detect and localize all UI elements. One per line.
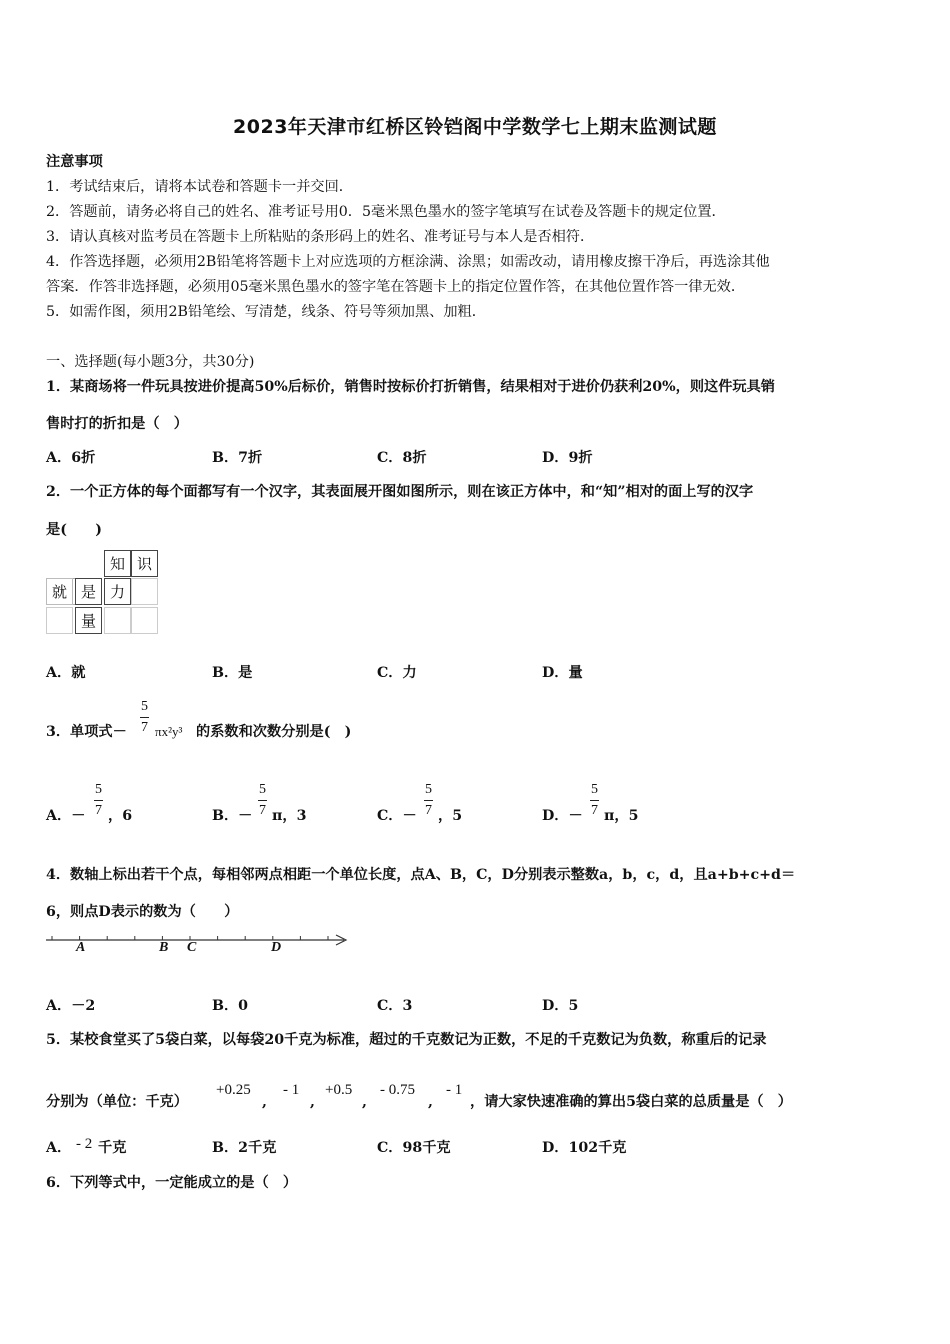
q3-option-c-rest: ，5 [438,808,463,824]
section-heading: 一、选择题(每小题3分，共30分) [46,354,255,370]
q6-stem: 6．下列等式中，一定能成立的是（ ） [46,1175,298,1191]
fraction-bar [94,800,103,801]
q5-separator: , [262,1094,267,1110]
net-cell-blank [131,607,158,634]
fraction-numerator: 5 [95,782,102,797]
q4-option-b: B．0 [212,998,249,1014]
notice-item: 3．请认真核对监考员在答题卡上所粘贴的条形码上的姓名、准考证号与本人是否相符． [46,229,595,245]
page-title: 2023年天津市红桥区铃铛阁中学数学七上期末监测试题 [233,116,717,138]
fraction-denominator: 7 [591,803,598,818]
q5-option-b: B．2千克 [212,1140,277,1156]
notice-item: 5．如需作图，须用2B铅笔绘、写清楚，线条、符号等须加黑、加粗． [46,304,486,320]
point-label-b: B [159,940,169,955]
q5-option-a-value: - 2 [76,1136,93,1152]
fraction-denominator: 7 [95,803,102,818]
net-cell: 力 [104,578,131,605]
q3-fraction [140,699,149,736]
net-cell-blank [104,607,131,634]
point-label-c: C [187,940,197,955]
q1-option-b: B．7折 [212,450,263,466]
q3-option-a-fraction [94,782,103,819]
q3-option-d-label: D．－ [542,808,583,824]
q3-option-c-fraction [424,782,433,819]
fraction-bar [258,800,267,801]
q3-option-b-label: B．－ [212,808,253,824]
q1-option-d: D．9折 [542,450,593,466]
q5-option-a-label: A． [46,1140,72,1156]
fraction-bar [590,800,599,801]
q2-option-d: D．量 [542,665,583,681]
q3-option-a-label: A．－ [46,808,86,824]
q2-option-a: A．就 [46,665,86,681]
point-label-a: A [76,940,86,955]
q2-stem-line1: 2．一个正方体的每个面都写有一个汉字，其表面展开图如图所示，则在该正方体中，和“知”相对的面上写的汉字 [46,484,754,500]
q3-prefix: 3．单项式－ [46,724,127,740]
fraction-denominator: 7 [259,803,266,818]
net-cell: 是 [75,578,102,605]
q1-stem-line2: 售时打的折扣是（ ） [46,416,188,432]
q5-value: - 1 [446,1082,463,1098]
q5-stem-line1: 5．某校食堂买了5袋白菜，以每袋20千克为标准，超过的千克数记为正数，不足的千克数记为负数，称重后的记录 [46,1032,767,1048]
fraction-numerator: 5 [259,782,266,797]
notice-heading: 注意事项 [46,154,103,170]
q1-stem-line1: 1．某商场将一件玩具按进价提高50%后标价，销售时按标价打折销售，结果相对于进价仍获利20%，则这件玩具销 [46,379,775,395]
q3-suffix: 的系数和次数分别是( ) [196,724,352,740]
q3-option-a-rest: ，6 [108,808,133,824]
q5-stem-line2-prefix: 分别为（单位：千克） [46,1094,188,1110]
q5-value: - 1 [283,1082,300,1098]
net-cell: 量 [75,607,102,634]
q4-option-c: C．3 [377,998,413,1014]
q3-option-d-fraction [590,782,599,819]
q5-separator: , [428,1094,433,1110]
net-cell: 知 [104,550,131,577]
q4-option-a: A．－2 [46,998,96,1014]
q2-stem-line2: 是( ) [46,522,102,538]
fraction-bar [140,717,149,718]
q5-value: - 0.75 [380,1082,415,1098]
notice-item: 1．考试结束后，请将本试卷和答题卡一并交回． [46,179,353,195]
net-cell-blank [131,578,158,605]
q5-value: +0.5 [325,1082,353,1098]
q5-separator: , [362,1094,367,1110]
net-cell: 识 [131,550,158,577]
fraction-numerator: 5 [591,782,598,797]
q5-option-d: D．102千克 [542,1140,627,1156]
number-line-figure [44,930,354,962]
notice-item: 4．作答选择题，必须用2B铅笔将答题卡上对应选项的方框涂满、涂黑；如需改动，请用橡皮擦干净后，再选涂其他 [46,254,770,270]
net-cell-blank [46,607,73,634]
notice-item: 2．答题前，请务必将自己的姓名、准考证号用0．5毫米黑色墨水的签字笔填写在试卷及答题卡的规定位置． [46,204,726,220]
q4-stem-line2: 6，则点D表示的数为（ ） [46,904,239,920]
q5-stem-line2-suffix: ，请大家快速准确的算出5袋白菜的总质量是（ ） [470,1094,792,1110]
fraction-bar [424,800,433,801]
notice-item: 答案．作答非选择题，必须用05毫米黑色墨水的签字笔在答题卡上的指定位置作答，在其他位置作答一律无效． [46,279,746,295]
q2-option-c: C．力 [377,665,417,681]
fraction-denominator: 7 [425,803,432,818]
net-cell: 就 [46,578,73,605]
q5-option-a-unit: 千克 [98,1140,127,1156]
fraction-numerator: 5 [425,782,432,797]
cube-net-figure [46,550,166,642]
q1-option-a: A．6折 [46,450,96,466]
q3-option-c-label: C．－ [377,808,417,824]
q4-stem-line1: 4．数轴上标出若干个点，每相邻两点相距一个单位长度，点A、B，C，D分别表示整数a，b，c，d，且a+b+c+d＝ [46,867,796,883]
q5-option-c: C．98千克 [377,1140,451,1156]
q3-option-d-rest: π，5 [604,808,639,824]
fraction-numerator: 5 [141,699,148,714]
q5-separator: , [310,1094,315,1110]
point-label-d: D [271,940,282,955]
q1-option-c: C．8折 [377,450,427,466]
q3-option-b-fraction [258,782,267,819]
q4-option-d: D．5 [542,998,579,1014]
q2-option-b: B．是 [212,665,253,681]
q3-expression: πx²y³ [155,724,183,739]
q5-value: +0.25 [216,1082,251,1098]
fraction-denominator: 7 [141,720,148,735]
q3-option-b-rest: π，3 [272,808,307,824]
